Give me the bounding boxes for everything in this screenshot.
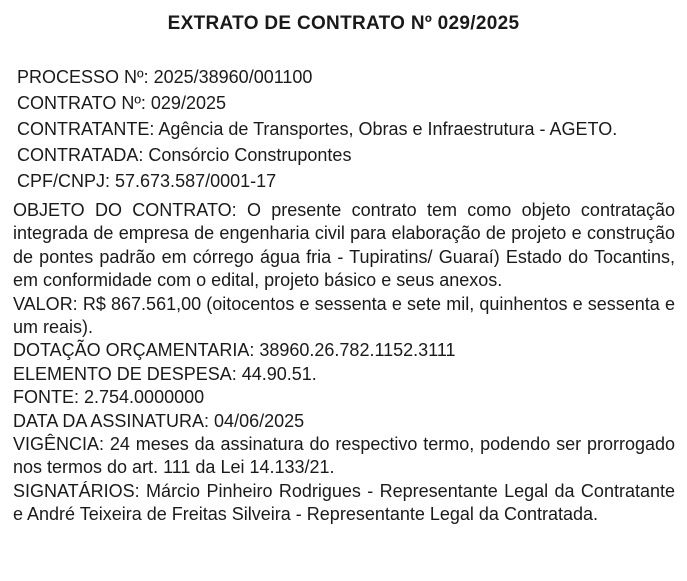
header-block <box>17 64 682 194</box>
data-assinatura-paragraph: DATA DA ASSINATURA: 04/06/2025 <box>13 410 305 431</box>
contrato-line: CONTRATO Nº: 029/2025 <box>17 93 226 113</box>
document-title: EXTRATO DE CONTRATO Nº 029/2025 <box>167 13 520 34</box>
contratada-line: CONTRATADA: Consórcio Construpontes <box>17 145 352 165</box>
valor-paragraph: VALOR: R$ 867.561,00 (oitocentos e sessenta e sete mil, quinhentos e sessenta e um reais). <box>13 293 675 338</box>
elemento-paragraph: ELEMENTO DE DESPESA: 44.90.51. <box>13 363 317 384</box>
body-block <box>13 199 675 527</box>
objeto-paragraph: OBJETO DO CONTRATO: O presente contrato tem como objeto contratação integrada de empresa de engenharia civil para elaboração de projeto e construção de pontes padrão em córrego água fria - Tupiratins/ Guaraí) Estado do Tocantins, em conformidade com o edital, projeto básico e seus anexos. <box>13 200 675 291</box>
signatarios-paragraph: SIGNATÁRIOS: Márcio Pinheiro Rodrigues - Representante Legal da Contratante e André Teixeira de Freitas Silveira - Representante Legal da Contratada. <box>13 480 675 525</box>
cnpj-line: CPF/CNPJ: 57.673.587/0001-17 <box>17 171 277 191</box>
contratante-line: CONTRATANTE: Agência de Transportes, Obras e Infraestrutura - AGETO. <box>17 119 618 139</box>
fonte-paragraph: FONTE: 2.754.0000000 <box>13 387 205 408</box>
processo-line: PROCESSO Nº: 2025/38960/001100 <box>17 67 313 87</box>
vigencia-paragraph: VIGÊNCIA: 24 meses da assinatura do respectivo termo, podendo ser prorrogado nos termos do art. 111 da Lei 14.133/21. <box>13 434 675 478</box>
dotacao-paragraph: DOTAÇÃO ORÇAMENTARIA: 38960.26.782.1152.3111 <box>13 340 456 361</box>
